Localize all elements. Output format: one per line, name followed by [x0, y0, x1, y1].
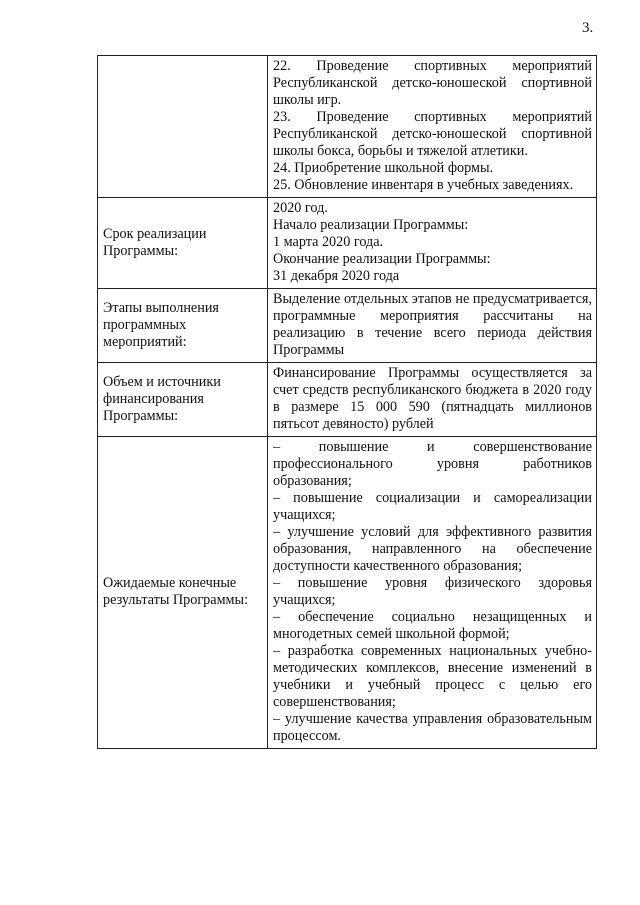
content-line: – повышение и совершенствование профессионального уровня работников образования; [273, 439, 592, 489]
content-line: Выделение отдельных этапов не предусматривается, программные мероприятия рассчитаны на реализацию в течение всего периода действия Программы [273, 291, 592, 358]
row-content [268, 289, 597, 363]
row-content [268, 437, 597, 749]
table-row [98, 198, 597, 289]
content-line: 25. Обновление инвентаря в учебных заведениях. [273, 177, 574, 193]
content-line: – повышение социализации и самореализации учащихся; [273, 490, 592, 523]
content-line: 31 декабря 2020 года [273, 268, 400, 284]
row-label: Ожидаемые конечные результаты Программы: [98, 437, 268, 749]
content-line: 2020 год. [273, 200, 328, 216]
row-label: Этапы выполнения программных мероприятий: [98, 289, 268, 363]
page-number: 3. [582, 20, 594, 36]
row-label: Срок реализации Программы: [98, 198, 268, 289]
content-line: – разработка современных национальных учебно-методических комплексов, внесение изменений в учебники и учебный процесс с целью его совершенствования; [273, 643, 592, 710]
table-row [98, 437, 597, 749]
row-label: Объем и источники финансирования Программы: [98, 363, 268, 437]
table-row [98, 289, 597, 363]
row-label [98, 56, 268, 198]
content-line: – улучшение условий для эффективного развития образования, направленного на обеспечение доступности качественного образования; [273, 524, 592, 574]
content-line: 23. Проведение спортивных мероприятий Республиканской детско-юношеской спортивной школы бокса, борьбы и тяжелой атлетики. [273, 109, 592, 159]
content-line: Окончание реализации Программы: [273, 251, 491, 267]
content-line: 1 марта 2020 года. [273, 234, 384, 250]
content-line: 22. Проведение спортивных мероприятий Республиканской детско-юношеской спортивной школы игр. [273, 58, 592, 108]
content-line: Финансирование Программы осуществляется за счет средств республиканского бюджета в 2020 году в размере 15 000 590 (пятнадцать миллионов пятьсот девяносто) рублей [273, 365, 592, 432]
program-passport-table [97, 55, 597, 749]
table-row [98, 56, 597, 198]
content-line: – улучшение качества управления образовательным процессом. [273, 711, 592, 744]
content-line: 24. Приобретение школьной формы. [273, 160, 494, 176]
row-content [268, 198, 597, 289]
content-line: – повышение уровня физического здоровья учащихся; [273, 575, 592, 608]
table-row [98, 363, 597, 437]
row-content [268, 56, 597, 198]
content-line: – обеспечение социально незащищенных и многодетных семей школьной формой; [273, 609, 592, 642]
row-content [268, 363, 597, 437]
content-line: Начало реализации Программы: [273, 217, 469, 233]
